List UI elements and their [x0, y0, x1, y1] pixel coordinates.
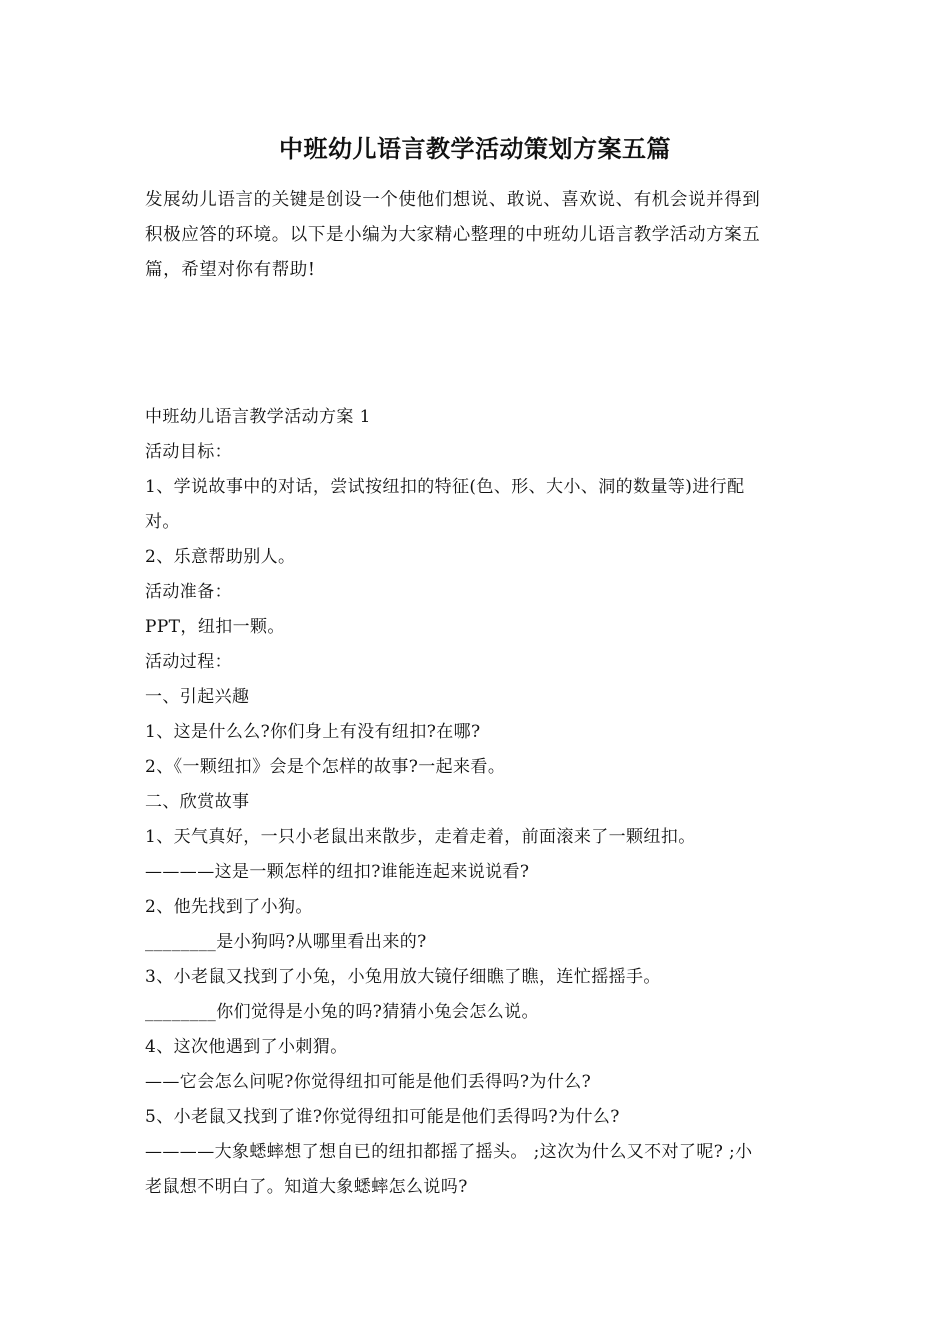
- text-line: 活动过程：: [145, 652, 232, 672]
- text-line: 3、小老鼠又找到了小兔，小兔用放大镜仔细瞧了瞧，连忙摇摇手。: [145, 967, 661, 987]
- text-line: 活动准备：: [145, 582, 232, 602]
- text-line: 1、天气真好，一只小老鼠出来散步，走着走着，前面滚来了一颗纽扣。: [145, 827, 696, 847]
- text-line: ________是小狗吗?从哪里看出来的?: [145, 932, 427, 952]
- section-heading: 中班幼儿语言教学活动方案 1: [145, 407, 371, 427]
- text-line: 1、这是什么么?你们身上有没有纽扣?在哪?: [145, 722, 481, 742]
- text-line: ————这是一颗怎样的纽扣?谁能连起来说说看?: [145, 862, 530, 882]
- text-line: ________你们觉得是小兔的吗?猜猜小兔会怎么说。: [145, 1002, 539, 1022]
- text-line: 1、学说故事中的对话，尝试按纽扣的特征(色、形、大小、洞的数量等)进行配: [145, 477, 745, 497]
- text-line: PPT，纽扣一颗。: [145, 617, 285, 637]
- text-line: ——它会怎么问呢?你觉得纽扣可能是他们丢得吗?为什么?: [145, 1072, 592, 1092]
- document-body: [145, 400, 807, 1205]
- intro-paragraph: [145, 183, 807, 288]
- text-line: 二、欣赏故事: [145, 792, 250, 812]
- intro-line: 篇，希望对你有帮助!: [145, 260, 316, 280]
- text-line: 2、乐意帮助别人。: [145, 547, 296, 567]
- document-title: 中班幼儿语言教学活动策划方案五篇: [279, 134, 671, 163]
- text-line: 2、《一颗纽扣》会是个怎样的故事?一起来看。: [145, 757, 506, 777]
- text-line: 2、他先找到了小狗。: [145, 897, 313, 917]
- intro-line: 发展幼儿语言的关键是创设一个使他们想说、敢说、喜欢说、有机会说并得到: [145, 190, 761, 210]
- text-line: 一、引起兴趣: [145, 687, 250, 707]
- text-line: 活动目标：: [145, 442, 232, 462]
- text-line: ————大象蟋蟀想了想自已的纽扣都摇了摇头。 ;这次为什么又不对了呢? ;小: [145, 1142, 753, 1162]
- intro-line: 积极应答的环境。以下是小编为大家精心整理的中班幼儿语言教学活动方案五: [145, 225, 761, 245]
- text-line: 对。: [145, 512, 180, 532]
- text-line: 老鼠想不明白了。知道大象蟋蟀怎么说吗?: [145, 1177, 468, 1197]
- text-line: 5、小老鼠又找到了谁?你觉得纽扣可能是他们丢得吗?为什么?: [145, 1107, 620, 1127]
- text-line: 4、这次他遇到了小刺猬。: [145, 1037, 348, 1057]
